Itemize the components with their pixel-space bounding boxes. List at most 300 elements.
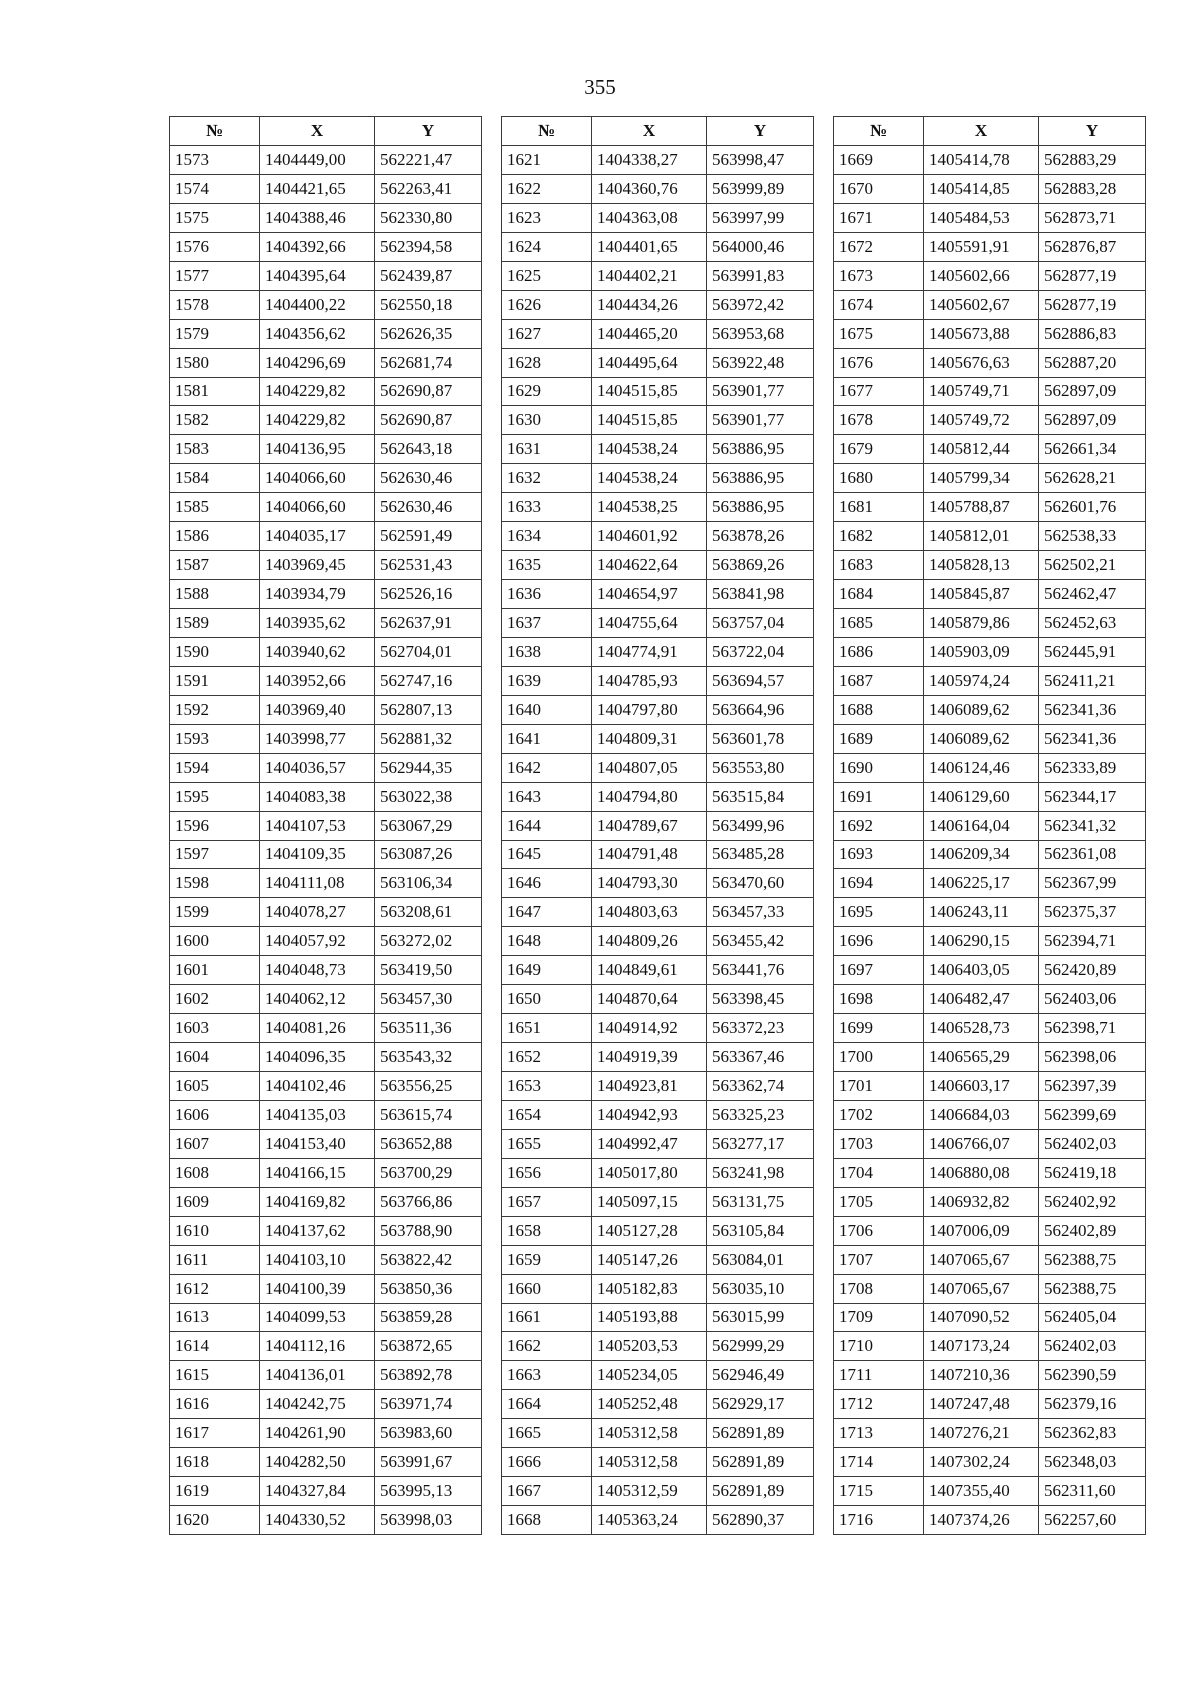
table-row	[502, 898, 814, 927]
point-number-cell: 1668	[502, 1506, 592, 1535]
x-coordinate-cell: 1404083,38	[260, 782, 375, 811]
y-coordinate-cell: 562704,01	[375, 637, 482, 666]
table-row	[502, 1100, 814, 1129]
x-coordinate-cell: 1405484,53	[924, 203, 1039, 232]
point-number-cell: 1641	[502, 724, 592, 753]
x-coordinate-cell: 1404081,26	[260, 1014, 375, 1043]
table-row	[170, 609, 482, 638]
table-row	[502, 1014, 814, 1043]
x-coordinate-cell: 1404261,90	[260, 1419, 375, 1448]
x-coordinate-cell: 1404102,46	[260, 1072, 375, 1101]
y-coordinate-cell: 562883,29	[1039, 146, 1146, 175]
y-coordinate-cell: 562999,29	[707, 1332, 814, 1361]
x-coordinate-cell: 1405749,71	[924, 377, 1039, 406]
point-number-cell: 1581	[170, 377, 260, 406]
point-number-cell: 1692	[834, 811, 924, 840]
table-row	[834, 1129, 1146, 1158]
y-coordinate-cell: 563457,30	[375, 985, 482, 1014]
y-coordinate-cell: 563543,32	[375, 1043, 482, 1072]
x-coordinate-cell: 1405974,24	[924, 666, 1039, 695]
table-row	[502, 985, 814, 1014]
y-coordinate-cell: 562890,37	[707, 1506, 814, 1535]
table-row	[502, 1303, 814, 1332]
x-coordinate-cell: 1404774,91	[592, 637, 707, 666]
x-coordinate-cell: 1405312,59	[592, 1477, 707, 1506]
point-number-cell: 1620	[170, 1506, 260, 1535]
point-number-cell: 1675	[834, 319, 924, 348]
table-row	[502, 1216, 814, 1245]
table-row	[834, 1506, 1146, 1535]
table-row	[170, 406, 482, 435]
x-coordinate-cell: 1404785,93	[592, 666, 707, 695]
y-coordinate-cell: 563886,95	[707, 464, 814, 493]
y-coordinate-cell: 562399,69	[1039, 1100, 1146, 1129]
table-row	[170, 1158, 482, 1187]
y-coordinate-cell: 562397,39	[1039, 1072, 1146, 1101]
y-coordinate-cell: 562445,91	[1039, 637, 1146, 666]
x-coordinate-cell: 1404654,97	[592, 580, 707, 609]
table-row	[834, 1043, 1146, 1072]
y-coordinate-cell: 562946,49	[707, 1361, 814, 1390]
y-coordinate-cell: 563886,95	[707, 493, 814, 522]
point-number-cell: 1616	[170, 1390, 260, 1419]
y-coordinate-cell: 563087,26	[375, 840, 482, 869]
x-coordinate-cell: 1404229,82	[260, 406, 375, 435]
y-coordinate-cell: 563859,28	[375, 1303, 482, 1332]
table-row	[834, 146, 1146, 175]
y-coordinate-cell: 563901,77	[707, 406, 814, 435]
y-coordinate-cell: 562402,03	[1039, 1332, 1146, 1361]
table-row	[834, 840, 1146, 869]
x-coordinate-cell: 1404135,03	[260, 1100, 375, 1129]
x-header: X	[592, 117, 707, 146]
x-coordinate-cell: 1406403,05	[924, 956, 1039, 985]
point-number-cell: 1578	[170, 290, 260, 319]
point-number-cell: 1683	[834, 551, 924, 580]
x-coordinate-cell: 1404057,92	[260, 927, 375, 956]
y-coordinate-cell: 562690,87	[375, 377, 482, 406]
table-row	[502, 637, 814, 666]
header-row	[834, 117, 1146, 146]
point-number-cell: 1646	[502, 869, 592, 898]
x-coordinate-cell: 1407276,21	[924, 1419, 1039, 1448]
table-row	[834, 232, 1146, 261]
table-row	[834, 551, 1146, 580]
table-row	[834, 1245, 1146, 1274]
y-coordinate-cell: 563362,74	[707, 1072, 814, 1101]
table-row	[834, 1303, 1146, 1332]
table-row	[502, 956, 814, 985]
table-row	[834, 435, 1146, 464]
point-number-cell: 1656	[502, 1158, 592, 1187]
table-row	[502, 811, 814, 840]
x-coordinate-cell: 1403998,77	[260, 724, 375, 753]
x-coordinate-cell: 1406225,17	[924, 869, 1039, 898]
x-coordinate-cell: 1404789,67	[592, 811, 707, 840]
table-row	[502, 522, 814, 551]
y-coordinate-cell: 562361,08	[1039, 840, 1146, 869]
x-coordinate-cell: 1407374,26	[924, 1506, 1039, 1535]
point-number-cell: 1712	[834, 1390, 924, 1419]
point-number-cell: 1679	[834, 435, 924, 464]
x-coordinate-cell: 1404622,64	[592, 551, 707, 580]
table-row	[170, 724, 482, 753]
x-coordinate-cell: 1404242,75	[260, 1390, 375, 1419]
y-coordinate-cell: 562341,36	[1039, 724, 1146, 753]
x-coordinate-cell: 1406603,17	[924, 1072, 1039, 1101]
point-number-cell: 1635	[502, 551, 592, 580]
point-number-cell: 1575	[170, 203, 260, 232]
point-number-cell: 1605	[170, 1072, 260, 1101]
table-row	[170, 464, 482, 493]
x-coordinate-cell: 1406089,62	[924, 695, 1039, 724]
point-number-cell: 1586	[170, 522, 260, 551]
y-coordinate-cell: 563419,50	[375, 956, 482, 985]
y-coordinate-cell: 563822,42	[375, 1245, 482, 1274]
y-coordinate-cell: 563652,88	[375, 1129, 482, 1158]
x-coordinate-cell: 1404942,93	[592, 1100, 707, 1129]
x-coordinate-cell: 1404538,24	[592, 464, 707, 493]
x-coordinate-cell: 1406932,82	[924, 1187, 1039, 1216]
point-number-cell: 1600	[170, 927, 260, 956]
point-number-cell: 1594	[170, 753, 260, 782]
y-coordinate-cell: 563886,95	[707, 435, 814, 464]
table-row	[170, 1303, 482, 1332]
x-coordinate-cell: 1405673,88	[924, 319, 1039, 348]
x-coordinate-cell: 1404400,22	[260, 290, 375, 319]
table-row	[834, 348, 1146, 377]
y-coordinate-cell: 563953,68	[707, 319, 814, 348]
x-coordinate-cell: 1404096,35	[260, 1043, 375, 1072]
x-coordinate-cell: 1404401,65	[592, 232, 707, 261]
table-row	[502, 319, 814, 348]
x-coordinate-cell: 1404112,16	[260, 1332, 375, 1361]
point-number-cell: 1647	[502, 898, 592, 927]
x-coordinate-cell: 1404793,30	[592, 869, 707, 898]
table-row	[170, 435, 482, 464]
y-coordinate-cell: 562362,83	[1039, 1419, 1146, 1448]
point-number-cell: 1645	[502, 840, 592, 869]
table-row	[170, 203, 482, 232]
table-row	[834, 637, 1146, 666]
table-row	[502, 406, 814, 435]
x-coordinate-cell: 1404338,27	[592, 146, 707, 175]
x-coordinate-cell: 1404797,80	[592, 695, 707, 724]
table-row	[834, 927, 1146, 956]
x-coordinate-cell: 1405799,34	[924, 464, 1039, 493]
table-row	[502, 695, 814, 724]
table-row	[170, 782, 482, 811]
x-coordinate-cell: 1404849,61	[592, 956, 707, 985]
point-number-cell: 1691	[834, 782, 924, 811]
point-number-cell: 1686	[834, 637, 924, 666]
table-row	[170, 1100, 482, 1129]
x-coordinate-cell: 1404062,12	[260, 985, 375, 1014]
point-number-cell: 1577	[170, 261, 260, 290]
x-coordinate-cell: 1405193,88	[592, 1303, 707, 1332]
point-number-cell: 1583	[170, 435, 260, 464]
point-number-cell: 1622	[502, 174, 592, 203]
table-row	[834, 1274, 1146, 1303]
y-coordinate-cell: 562626,35	[375, 319, 482, 348]
y-coordinate-cell: 562690,87	[375, 406, 482, 435]
x-coordinate-cell: 1404136,95	[260, 435, 375, 464]
table-row	[502, 435, 814, 464]
y-coordinate-cell: 562897,09	[1039, 377, 1146, 406]
table-row	[502, 1129, 814, 1158]
y-coordinate-cell: 562221,47	[375, 146, 482, 175]
y-coordinate-cell: 563367,46	[707, 1043, 814, 1072]
y-coordinate-cell: 563470,60	[707, 869, 814, 898]
y-coordinate-cell: 563998,47	[707, 146, 814, 175]
x-coordinate-cell: 1404166,15	[260, 1158, 375, 1187]
table-row	[834, 869, 1146, 898]
x-coordinate-cell: 1403934,79	[260, 580, 375, 609]
y-coordinate-cell: 563131,75	[707, 1187, 814, 1216]
number-header: №	[502, 117, 592, 146]
x-coordinate-cell: 1404434,26	[592, 290, 707, 319]
y-coordinate-cell: 563892,78	[375, 1361, 482, 1390]
y-coordinate-cell: 563455,42	[707, 927, 814, 956]
point-number-cell: 1703	[834, 1129, 924, 1158]
point-number-cell: 1574	[170, 174, 260, 203]
x-coordinate-cell: 1406766,07	[924, 1129, 1039, 1158]
y-coordinate-cell: 562348,03	[1039, 1448, 1146, 1477]
table-row	[502, 869, 814, 898]
y-coordinate-cell: 563277,17	[707, 1129, 814, 1158]
y-coordinate-cell: 562747,16	[375, 666, 482, 695]
x-coordinate-cell: 1405147,26	[592, 1245, 707, 1274]
x-coordinate-cell: 1404078,27	[260, 898, 375, 927]
point-number-cell: 1651	[502, 1014, 592, 1043]
x-coordinate-cell: 1404803,63	[592, 898, 707, 927]
point-number-cell: 1637	[502, 609, 592, 638]
point-number-cell: 1650	[502, 985, 592, 1014]
table-row	[502, 464, 814, 493]
point-number-cell: 1708	[834, 1274, 924, 1303]
table-row	[834, 290, 1146, 319]
y-coordinate-cell: 563601,78	[707, 724, 814, 753]
x-coordinate-cell: 1405879,86	[924, 609, 1039, 638]
y-coordinate-cell: 562637,91	[375, 609, 482, 638]
point-number-cell: 1609	[170, 1187, 260, 1216]
y-coordinate-cell: 562873,71	[1039, 203, 1146, 232]
x-coordinate-cell: 1406684,03	[924, 1100, 1039, 1129]
x-coordinate-cell: 1405182,83	[592, 1274, 707, 1303]
table-row	[170, 811, 482, 840]
table-row	[502, 174, 814, 203]
x-header: X	[260, 117, 375, 146]
y-header: Y	[707, 117, 814, 146]
y-header: Y	[375, 117, 482, 146]
x-coordinate-cell: 1404036,57	[260, 753, 375, 782]
point-number-cell: 1663	[502, 1361, 592, 1390]
point-number-cell: 1659	[502, 1245, 592, 1274]
point-number-cell: 1634	[502, 522, 592, 551]
point-number-cell: 1591	[170, 666, 260, 695]
point-number-cell: 1613	[170, 1303, 260, 1332]
x-coordinate-cell: 1407173,24	[924, 1332, 1039, 1361]
point-number-cell: 1715	[834, 1477, 924, 1506]
x-coordinate-cell: 1406089,62	[924, 724, 1039, 753]
table-row	[502, 724, 814, 753]
table-row	[502, 348, 814, 377]
y-coordinate-cell: 562887,20	[1039, 348, 1146, 377]
point-number-cell: 1612	[170, 1274, 260, 1303]
table-row	[834, 1332, 1146, 1361]
point-number-cell: 1674	[834, 290, 924, 319]
point-number-cell: 1588	[170, 580, 260, 609]
x-coordinate-cell: 1404465,20	[592, 319, 707, 348]
point-number-cell: 1642	[502, 753, 592, 782]
y-coordinate-cell: 562881,32	[375, 724, 482, 753]
x-coordinate-cell: 1405903,09	[924, 637, 1039, 666]
x-coordinate-cell: 1407210,36	[924, 1361, 1039, 1390]
y-coordinate-cell: 562531,43	[375, 551, 482, 580]
table-row	[502, 493, 814, 522]
table-row	[170, 348, 482, 377]
table-row	[834, 1448, 1146, 1477]
point-number-cell: 1623	[502, 203, 592, 232]
table-row	[170, 290, 482, 319]
table-row	[170, 377, 482, 406]
point-number-cell: 1607	[170, 1129, 260, 1158]
x-coordinate-cell: 1404066,60	[260, 493, 375, 522]
table-row	[502, 1274, 814, 1303]
table-row	[834, 1158, 1146, 1187]
x-coordinate-cell: 1404109,35	[260, 840, 375, 869]
x-coordinate-cell: 1404914,92	[592, 1014, 707, 1043]
point-number-cell: 1696	[834, 927, 924, 956]
y-coordinate-cell: 563995,13	[375, 1477, 482, 1506]
point-number-cell: 1664	[502, 1390, 592, 1419]
y-coordinate-cell: 563208,61	[375, 898, 482, 927]
table-row	[170, 1274, 482, 1303]
point-number-cell: 1709	[834, 1303, 924, 1332]
point-number-cell: 1710	[834, 1332, 924, 1361]
x-coordinate-cell: 1406482,47	[924, 985, 1039, 1014]
x-coordinate-cell: 1404402,21	[592, 261, 707, 290]
point-number-cell: 1714	[834, 1448, 924, 1477]
table-row	[502, 1158, 814, 1187]
y-coordinate-cell: 562886,83	[1039, 319, 1146, 348]
page-number: 355	[584, 75, 616, 99]
y-coordinate-cell: 562877,19	[1039, 290, 1146, 319]
y-coordinate-cell: 562411,21	[1039, 666, 1146, 695]
x-coordinate-cell: 1404066,60	[260, 464, 375, 493]
x-coordinate-cell: 1405812,01	[924, 522, 1039, 551]
x-coordinate-cell: 1405749,72	[924, 406, 1039, 435]
x-coordinate-cell: 1404282,50	[260, 1448, 375, 1477]
table-row	[170, 637, 482, 666]
table-row	[170, 551, 482, 580]
table-row	[834, 580, 1146, 609]
x-coordinate-cell: 1406124,46	[924, 753, 1039, 782]
y-coordinate-cell: 562630,46	[375, 493, 482, 522]
table-row	[834, 782, 1146, 811]
table-row	[170, 1361, 482, 1390]
x-coordinate-cell: 1404538,24	[592, 435, 707, 464]
x-coordinate-cell: 1407065,67	[924, 1245, 1039, 1274]
point-number-cell: 1698	[834, 985, 924, 1014]
point-number-cell: 1711	[834, 1361, 924, 1390]
y-coordinate-cell: 563105,84	[707, 1216, 814, 1245]
x-coordinate-cell: 1405676,63	[924, 348, 1039, 377]
point-number-cell: 1667	[502, 1477, 592, 1506]
y-coordinate-cell: 563485,28	[707, 840, 814, 869]
point-number-cell: 1706	[834, 1216, 924, 1245]
y-coordinate-cell: 562643,18	[375, 435, 482, 464]
y-coordinate-cell: 563788,90	[375, 1216, 482, 1245]
x-coordinate-cell: 1406290,15	[924, 927, 1039, 956]
x-coordinate-cell: 1404755,64	[592, 609, 707, 638]
point-number-cell: 1705	[834, 1187, 924, 1216]
table-row	[834, 1419, 1146, 1448]
table-row	[834, 174, 1146, 203]
x-coordinate-cell: 1404515,85	[592, 377, 707, 406]
point-number-cell: 1619	[170, 1477, 260, 1506]
table-row	[834, 695, 1146, 724]
x-coordinate-cell: 1405017,80	[592, 1158, 707, 1187]
point-number-cell: 1631	[502, 435, 592, 464]
point-number-cell: 1669	[834, 146, 924, 175]
table-row	[170, 1216, 482, 1245]
table-row	[834, 1361, 1146, 1390]
table-row	[502, 1506, 814, 1535]
table-row	[834, 666, 1146, 695]
point-number-cell: 1704	[834, 1158, 924, 1187]
point-number-cell: 1611	[170, 1245, 260, 1274]
y-coordinate-cell: 562403,06	[1039, 985, 1146, 1014]
point-number-cell: 1654	[502, 1100, 592, 1129]
x-coordinate-cell: 1404356,62	[260, 319, 375, 348]
x-coordinate-cell: 1405363,24	[592, 1506, 707, 1535]
table-row	[502, 840, 814, 869]
point-number-cell: 1603	[170, 1014, 260, 1043]
table-row	[502, 753, 814, 782]
x-coordinate-cell: 1404809,26	[592, 927, 707, 956]
table-row	[834, 261, 1146, 290]
x-coordinate-cell: 1404395,64	[260, 261, 375, 290]
table-row	[502, 203, 814, 232]
y-coordinate-cell: 563694,57	[707, 666, 814, 695]
y-coordinate-cell: 563766,86	[375, 1187, 482, 1216]
coordinates-table-3	[833, 116, 1146, 1535]
table-row	[834, 1216, 1146, 1245]
y-coordinate-cell: 563441,76	[707, 956, 814, 985]
point-number-cell: 1672	[834, 232, 924, 261]
x-coordinate-cell: 1404048,73	[260, 956, 375, 985]
point-number-cell: 1652	[502, 1043, 592, 1072]
x-coordinate-cell: 1407090,52	[924, 1303, 1039, 1332]
point-number-cell: 1582	[170, 406, 260, 435]
x-coordinate-cell: 1403969,40	[260, 695, 375, 724]
table-row	[502, 1448, 814, 1477]
table-row	[170, 1332, 482, 1361]
table-row	[170, 927, 482, 956]
x-coordinate-cell: 1404538,25	[592, 493, 707, 522]
table-row	[834, 1100, 1146, 1129]
point-number-cell: 1653	[502, 1072, 592, 1101]
y-coordinate-cell: 562630,46	[375, 464, 482, 493]
y-coordinate-cell: 562681,74	[375, 348, 482, 377]
table-row	[834, 609, 1146, 638]
y-coordinate-cell: 562405,04	[1039, 1303, 1146, 1332]
x-coordinate-cell: 1406880,08	[924, 1158, 1039, 1187]
point-number-cell: 1595	[170, 782, 260, 811]
y-coordinate-cell: 563556,25	[375, 1072, 482, 1101]
point-number-cell: 1688	[834, 695, 924, 724]
